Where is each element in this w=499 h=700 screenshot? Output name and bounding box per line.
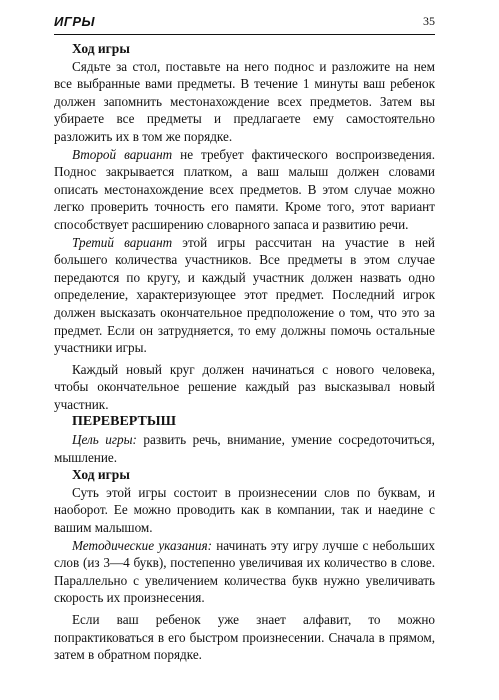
page-number: 35 [423,14,435,28]
paragraph-goal [54,431,435,466]
paragraph-text: этой игры рассчитан на участие в ней большего количества участников. Все предметы в этом случае передаются по кругу, и каждый участник должен назвать одно определение, характеризующее этот предмет. Последний игрок должен высказать окончательное предположение о том, что это за предмет. Если он затрудняется, то ему должны помочь остальные участники игры. [54,234,435,356]
section-heading-game-procedure: Ход игры [72,41,130,56]
section-heading-game-procedure: Ход игры [72,467,130,483]
header-title: ИГРЫ [54,14,95,29]
game-title: ПЕРЕВЕРТЫШ [72,414,176,430]
running-header [54,12,435,35]
paragraph-text: не требует фактического воспроизведения. Поднос закрывается платком, а ваш малыш должен словами описать местонахождение всех предметов. В этом случае можно легко проверить точность его памяти. Кроме того, этот вариант способствует расширению словарного запаса и развитию речи. [54,146,435,232]
paragraph: Сядьте за стол, поставьте на него поднос и разложите на нем все выбранные вами предметы. В течение 1 минуты ваш ребенок должен запомнить местонахождение всех предметов. Затем вы убираете все предметы и предлагаете ему самостоятельно разложить их в том же порядке. [54,58,435,144]
lead-term: Второй вариант [72,146,173,162]
paragraph-method-notes [54,537,435,607]
lead-term: Методические указания: [72,537,212,553]
paragraph: Суть этой игры состоит в произнесении слов по буквам, и наоборот. Ее можно проводить как в компании, так и наедине с вашим малышом. [54,484,435,536]
paragraph: Если ваш ребенок уже знает алфавит, то можно попрактиковаться в его быстром произнесении. Сначала в прямом, затем в обратном порядке. [54,612,435,663]
lead-term: Цель игры: [72,432,137,448]
paragraph-text: развить речь, внимание, умение сосредоточиться, мышление. [54,432,435,465]
paragraph-third-variant [54,234,435,357]
lead-term: Третий вариант [72,234,173,250]
page-content [54,40,435,664]
paragraph-second-variant [54,146,435,234]
paragraph-text: начинать эту игру лучше с небольших слов (из 3—4 букв), постепенно увеличивая их количество в слове. Параллельно с увеличением количества букв нужно увеличивать скорость их произнесения. [54,537,435,606]
paragraph: Каждый новый круг должен начинаться с нового человека, чтобы окончательное решение каждый раз высказывал новый участник. [54,361,435,412]
